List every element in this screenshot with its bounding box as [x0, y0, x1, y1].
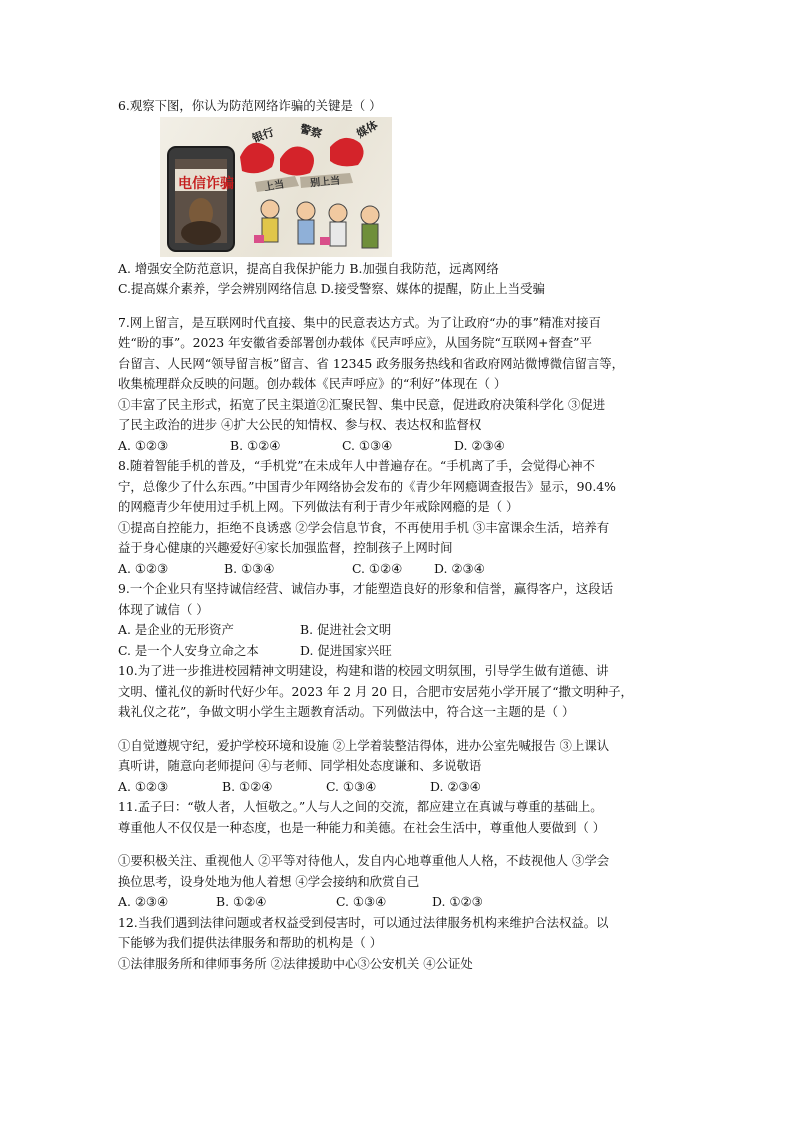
cartoon-label-fooled: 上当 — [263, 178, 286, 194]
q11-option-a: A. ②③④ — [118, 894, 169, 909]
cartoon-label-media: 媒体 — [354, 117, 381, 141]
q6-options-cd: C.提高媒介素养，学会辨别网络信息 D.接受警察、媒体的提醒，防止上当受骗 — [118, 281, 545, 296]
q11-option-b: B. ①②④ — [216, 894, 267, 909]
q10-option-a: A. ①②③ — [118, 778, 169, 794]
q7-option-d: D. ②③④ — [454, 437, 505, 453]
q10-line: 文明、懂礼仪的新时代好少年。2023 年 2 月 20 日，合肥市安居苑小学开展了“撒文明种子， — [118, 683, 633, 699]
q9-option-a: A. 是企业的无形资产 — [118, 622, 234, 637]
q7-line: 收集梳理群众反映的问题。创办载体《民声呼应》的“利好”体现在（ ） — [118, 376, 507, 391]
q7-option-b: B. ①②④ — [230, 437, 281, 453]
q6-cartoon-figure — [160, 117, 392, 257]
q6-options-ab: A. 增强安全防范意识，提高自我保护能力 B.加强自我防范，远离网络 — [118, 260, 499, 276]
q7-option-c: C. ①③④ — [342, 437, 393, 453]
q8-line: 益于身心健康的兴趣爱好④家长加强监督，控制孩子上网时间 — [118, 540, 453, 555]
q11-line: 11.孟子曰：“敬人者，人恒敬之。”人与人之间的交流，都应建立在真诚与尊重的基础上。 — [118, 799, 603, 814]
q10-options — [118, 777, 678, 798]
q8-line: 8.随着智能手机的普及，“手机党”在未成年人中普遍存在。“手机离了手，会觉得心神不 — [118, 458, 595, 473]
q11-item-line: 换位思考，设身处地为他人着想 ④学会接纳和欣赏自己 — [118, 873, 420, 889]
q7-line: 7.网上留言，是互联网时代直接、集中的民意表达方式。为了让政府“办的事”精准对接百 — [118, 314, 601, 330]
q7-option-a: A. ①②③ — [118, 437, 169, 453]
q6-stem: 6.观察下图，你认为防范网络诈骗的关键是（ ） — [118, 98, 382, 113]
q10-option-d: D. ②③④ — [430, 778, 481, 794]
cartoon-label-police: 警察 — [298, 121, 324, 141]
q9-options-ab — [118, 620, 678, 641]
q7-line: 了民主政治的进步 ④扩大公民的知情权、参与权、表达权和监督权 — [118, 417, 482, 432]
q10-line: 栽礼仪之花”，争做文明小学生主题教育活动。下列做法中，符合这一主题的是（ ） — [118, 704, 575, 719]
q7-options — [118, 436, 678, 457]
q10-option-c: C. ①③④ — [326, 778, 377, 794]
q12-line: 下能够为我们提供法律服务和帮助的机构是（ ） — [118, 935, 383, 950]
q7-line: 姓“盼的事”。2023 年安徽省委部署创办载体《民声呼应》，从国务院“互联网+督查”平 — [118, 335, 592, 350]
q8-option-c: C. ①②④ — [352, 560, 403, 576]
cartoon-label-bank: 银行 — [250, 125, 276, 145]
q9-line: 体现了诚信（ ） — [118, 601, 209, 617]
q8-line: ①提高自控能力，拒绝不良诱惑 ②学会信息节食，不再使用手机 ③丰富课余生活，培养有 — [118, 519, 610, 535]
q9-option-c: C. 是一个人安身立命之本 — [118, 642, 259, 658]
q8-option-d: D. ②③④ — [434, 560, 485, 576]
q11-item-line: ①要积极关注、重视他人 ②平等对待他人，发自内心地尊重他人人格，不歧视他人 ③学会 — [118, 853, 610, 868]
q8-line: 宁，总像少了什么东西。”中国青少年网络协会发布的《青少年网瘾调查报告》显示，90.4% — [118, 478, 616, 494]
q9-line: 9.一个企业只有坚持诚信经营、诚信办事，才能塑造良好的形象和信誉，赢得客户，这段话 — [118, 581, 614, 596]
q9-option-d: D. 促进国家兴旺 — [300, 642, 392, 658]
cartoon-label-dont-be-fooled: 别上当 — [309, 175, 341, 189]
q9-options-cd — [118, 641, 678, 662]
q8-line: 的网瘾青少年使用过手机上网。下列做法有利于青少年戒除网瘾的是（ ） — [118, 499, 519, 514]
q12-line: ①法律服务所和律师事务所 ②法律援助中心③公安机关 ④公证处 — [118, 955, 473, 971]
q11-options — [118, 892, 678, 913]
q10-line: 10.为了进一步推进校园精神文明建设，构建和谐的校园文明氛围，引导学生做有道德、讲 — [118, 663, 609, 678]
q10-item-line: ①自觉遵规守纪，爱护学校环境和设施 ②上学着装整洁得体，进办公室先喊报告 ③上课认 — [118, 737, 610, 753]
q9-option-b: B. 促进社会文明 — [300, 622, 392, 637]
q11-line: 尊重他人不仅仅是一种态度，也是一种能力和美德。在社会生活中，尊重他人要做到（ ） — [118, 819, 606, 835]
q10-option-b: B. ①②④ — [222, 778, 273, 794]
q8-option-b: B. ①③④ — [224, 560, 275, 576]
q7-line: ①丰富了民主形式，拓宽了民主渠道②汇聚民智、集中民意，促进政府决策科学化 ③促进 — [118, 396, 606, 412]
exam-page — [118, 96, 678, 974]
q11-option-c: C. ①③④ — [336, 894, 387, 909]
q10-item-line: 真听讲，随意向老师提问 ④与老师、同学相处态度谦和、多说敬语 — [118, 758, 482, 773]
q8-options — [118, 559, 678, 580]
phone-caption: 电信诈骗 — [178, 175, 234, 192]
q12-line: 12.当我们遇到法律问题或者权益受到侵害时，可以通过法律服务机构来维护合法权益。以 — [118, 914, 609, 930]
q11-option-d: D. ①②③ — [432, 894, 483, 909]
q8-option-a: A. ①②③ — [118, 560, 169, 576]
q7-line: 台留言、人民网“领导留言板”留言、省 12345 政务服务热线和省政府网站微博微信留言等， — [118, 355, 625, 371]
